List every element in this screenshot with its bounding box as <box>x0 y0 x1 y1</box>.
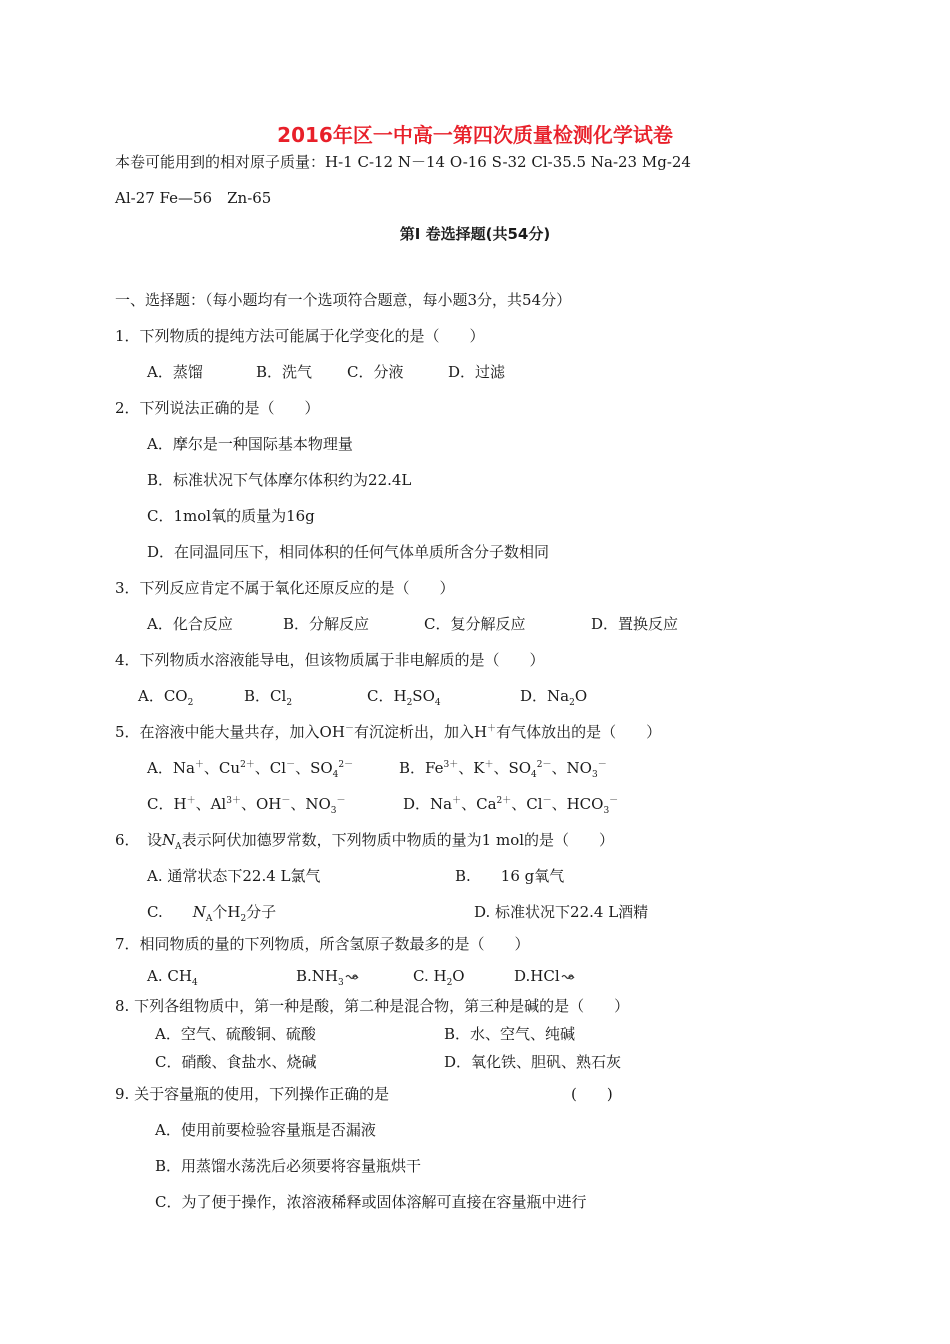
q6-option-a: A. 通常状态下22.4 L氯气 <box>147 867 321 885</box>
q9-option-c: C．为了便于操作，浓溶液稀释或固体溶解可直接在容量瓶中进行 <box>155 1193 587 1211</box>
q4-option-b: B．$Cl_2$ <box>244 687 293 708</box>
q5-option-b: B．$Fe^{3+}$、K＋、$SO_4^{2-}$、$NO_3^-$ <box>399 759 607 780</box>
part-heading: 一、选择题：（每小题均有一个选项符合题意，每小题3分，共54分） <box>115 291 572 309</box>
atomic-mass-line-1: 本卷可能用到的相对原子质量：H-1 C-12 N－14 O-16 S-32 Cl-35.5 Na-23 Mg-24 <box>115 153 691 171</box>
q2-option-a: A．摩尔是一种国际基本物理量 <box>147 435 353 453</box>
q1-option-c: C．分液 <box>347 363 404 381</box>
exam-title: 2016年区一中高一第四次质量检测化学试卷 <box>277 123 673 147</box>
q3-option-d: D．置换反应 <box>591 615 679 633</box>
q2-option-b: B．标准状况下气体摩尔体积约为22.4L <box>147 471 412 489</box>
q8-option-a: A．空气、硫酸铜、硫酸 <box>155 1025 316 1043</box>
question-5-stem: 5．在溶液中能大量共存，加入OH－有沉淀析出，加入H＋有气体放出的是（ ） <box>115 723 662 741</box>
question-4-stem: 4．下列物质水溶液能导电，但该物质属于非电解质的是（ ） <box>115 651 545 669</box>
q5-option-d: D．Na＋、$Ca^{2+}$、Cl－、$HCO_3^-$ <box>403 795 619 816</box>
question-9-stem: 9. 关于容量瓶的使用，下列操作正确的是 <box>115 1085 390 1103</box>
question-7-stem: 7．相同物质的量的下列物质，所含氢原子数最多的是（ ） <box>115 935 530 953</box>
q3-option-a: A．化合反应 <box>147 615 233 633</box>
question-2-stem: 2．下列说法正确的是（ ） <box>115 399 320 417</box>
q8-option-b: B．水、空气、纯碱 <box>444 1025 576 1043</box>
q6-option-d: D. 标准状况下22.4 L酒精 <box>474 903 649 921</box>
q3-option-b: B．分解反应 <box>283 615 370 633</box>
q7-option-c: C. $H_2O$ <box>413 967 465 988</box>
q8-option-d: D．氧化铁、胆矾、熟石灰 <box>444 1053 622 1071</box>
q4-option-a: A．$CO_2$ <box>138 687 194 708</box>
q4-option-c: C．$H_2SO_4$ <box>367 687 441 708</box>
question-3-stem: 3．下列反应肯定不属于氧化还原反应的是（ ） <box>115 579 455 597</box>
q9-answer-paren: ( ) <box>571 1085 613 1103</box>
q5-option-c: C．H＋、$Al^{3+}$、OH－、$NO_3^-$ <box>147 795 346 816</box>
scribble-mark-icon <box>345 973 359 981</box>
q8-option-c: C．硝酸、食盐水、烧碱 <box>155 1053 317 1071</box>
q7-option-d: D.HCl <box>514 966 575 986</box>
question-6-stem: 6． 设$N_A$表示阿伏加德罗常数，下列物质中物质的量为1 mol的是（ ） <box>115 831 615 852</box>
scribble-mark-icon <box>561 973 575 981</box>
section-title: 第Ⅰ 卷选择题(共54分) <box>399 225 551 243</box>
q5-option-a: A．Na＋、$Cu^{2+}$、Cl－、$SO_4^{2-}$ <box>147 759 354 780</box>
q9-option-a: A．使用前要检验容量瓶是否漏液 <box>155 1121 376 1139</box>
q2-option-c: C．1mol氧的质量为16g <box>147 507 315 525</box>
q1-option-b: B．洗气 <box>256 363 313 381</box>
atomic-mass-line-2: Al-27 Fe—56 Zn-65 <box>115 189 272 207</box>
q7-option-b: $B.NH_3$ <box>296 966 359 986</box>
q4-option-d: D．$Na_2O$ <box>520 687 588 708</box>
q9-option-b: B．用蒸馏水荡洗后必须要将容量瓶烘干 <box>155 1157 422 1175</box>
q6-option-c: C. $N_A$个$H_2$分子 <box>147 903 277 924</box>
q6-option-b: B. 16 g氧气 <box>455 867 565 885</box>
q3-option-c: C．复分解反应 <box>424 615 526 633</box>
q1-option-a: A．蒸馏 <box>147 363 203 381</box>
q2-option-d: D．在同温同压下，相同体积的任何气体单质所含分子数相同 <box>147 543 550 561</box>
question-8-stem: 8. 下列各组物质中，第一种是酸，第二种是混合物，第三种是碱的是（ ） <box>115 997 630 1015</box>
question-1-stem: 1．下列物质的提纯方法可能属于化学变化的是（ ） <box>115 327 485 345</box>
q1-option-d: D．过滤 <box>448 363 506 381</box>
q7-option-a: A. $CH_4$ <box>147 967 198 988</box>
